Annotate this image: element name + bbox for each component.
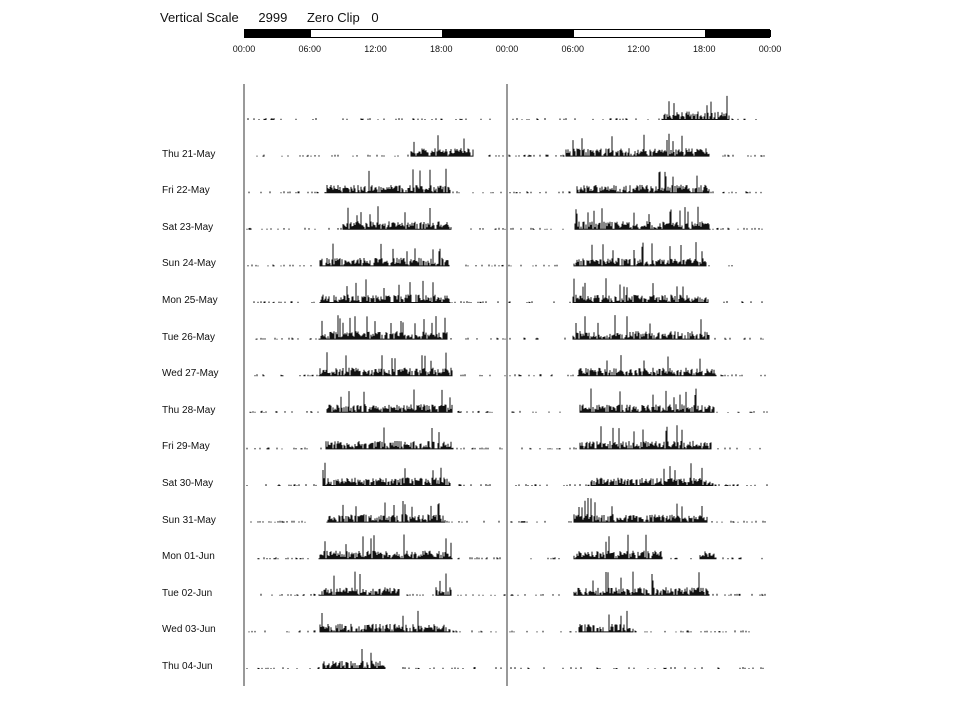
day-label: Wed 27-May [162, 368, 219, 380]
actogram-row [248, 242, 732, 266]
activity-bars [248, 96, 756, 120]
actogram-row [251, 498, 765, 523]
x-tick-label: 18:00 [429, 44, 453, 54]
actogram-row [255, 352, 765, 376]
actogram-row [257, 134, 764, 157]
x-tick-label: 06:00 [298, 44, 322, 54]
day-label: Wed 03-Jun [162, 624, 216, 636]
actogram-row [261, 572, 765, 596]
day-label: Thu 28-May [162, 404, 216, 416]
actogram-row [250, 389, 767, 413]
activity-bars [251, 498, 765, 523]
day-label: Mon 25-May [162, 295, 218, 306]
activity-bars [258, 535, 762, 560]
actogram-row [247, 425, 760, 449]
zero-clip-value: 0 [371, 10, 379, 25]
vertical-scale-value: 2999 [258, 10, 288, 25]
day-label: Sat 23-May [162, 221, 214, 233]
x-tick-label: 00:00 [232, 44, 256, 54]
x-tick-label: 12:00 [627, 44, 650, 54]
actogram-row [247, 206, 762, 230]
vertical-scale-label: Vertical Scale [160, 10, 239, 25]
actogram-row [256, 315, 763, 340]
activity-bars [248, 242, 732, 266]
actogram-row [254, 278, 762, 303]
activity-bars [261, 572, 765, 596]
zero-clip-label: Zero Clip [306, 10, 360, 25]
activity-bars [250, 389, 767, 413]
day-label: Mon 01-Jun [162, 551, 215, 563]
actogram-row [248, 96, 756, 120]
activity-bars [255, 352, 765, 376]
activity-bars [257, 134, 764, 157]
day-label: Thu 21-May [162, 148, 216, 160]
actogram-row [247, 649, 763, 669]
activity-bars [249, 611, 749, 633]
activity-bars [247, 649, 763, 669]
day-label: Sun 31-May [162, 514, 216, 526]
activity-bars [247, 425, 760, 449]
day-label: Tue 02-Jun [162, 587, 213, 599]
actogram-row [249, 611, 749, 633]
day-label: Fri 22-May [162, 185, 210, 197]
x-tick-label: 00:00 [495, 44, 519, 54]
actogram-row [258, 535, 762, 560]
x-tick-label: 18:00 [692, 44, 716, 54]
x-tick-label: 06:00 [561, 44, 585, 54]
actogram-row [249, 169, 761, 194]
activity-bars [249, 169, 761, 194]
x-tick-label: 12:00 [364, 44, 387, 54]
activity-bars [247, 206, 762, 230]
day-label: Thu 04-Jun [162, 661, 213, 672]
day-label: Sat 30-May [162, 478, 214, 489]
activity-bars [256, 315, 763, 340]
day-label: Fri 29-May [162, 441, 210, 453]
day-label: Sun 24-May [162, 258, 216, 270]
x-tick-label: 00:00 [758, 44, 782, 54]
day-label: Tue 26-May [162, 331, 215, 343]
activity-bars [254, 278, 762, 303]
